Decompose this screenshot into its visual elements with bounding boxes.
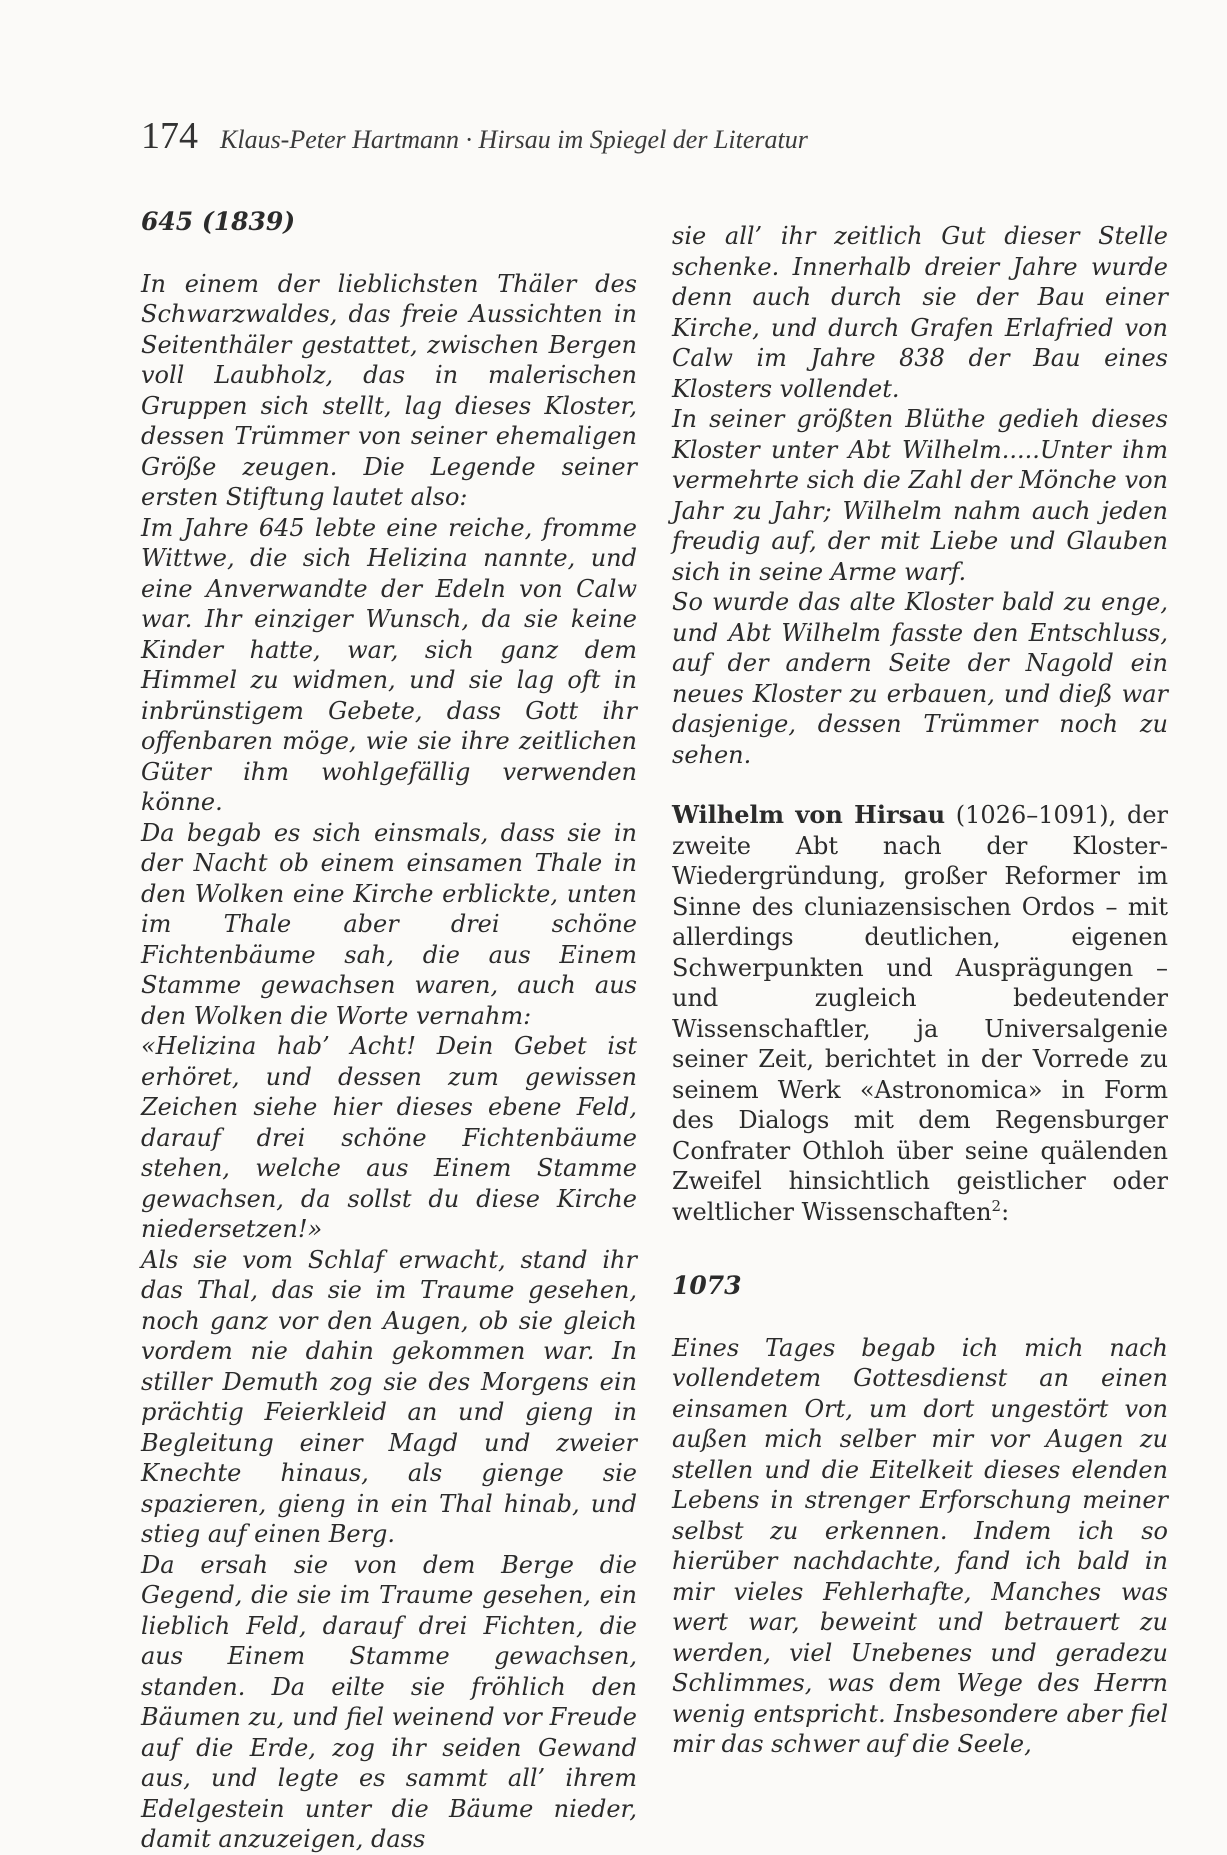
quote-paragraph: In seiner größten Blüthe gedieh dieses Kloster unter Abt Wilhelm.....Unter ihm vermehrte sich die Zahl der Mönche von Jahr zu Jahr; Wilhelm nahm auch jeden freudig auf, der mit Liebe und Glauben sich in seine Arme warf. (672, 405, 1168, 586)
page-number: 174 (141, 115, 198, 157)
quote-paragraph: Als sie vom Schlaf erwacht, stand ihr das Thal, das sie im Traume gesehen, noch ganz vor den Augen, ob sie gleich vordem nie dahin gekommen war. In stiller Demuth zog sie des Morgens ein prächtig Feierkleid an und gieng in Begleitung einer Magd und zweier Knechte hinaus, als gienge sie spazieren, gieng in ein Thal hinab, und stieg auf einen Berg. (141, 1245, 637, 1548)
quote-paragraph: sie all’ ihr zeitlich Gut dieser Stelle schenke. Innerhalb dreier Jahre wurde denn auch durch sie der Bau einer Kirche, und durch Grafen Erlafried von Calw im Jahre 838 der Bau eines Klosters vollendet. (672, 222, 1168, 403)
quote-paragraph: Da ersah sie von dem Berge die Gegend, die sie im Traume gesehen, ein lieblich Feld, darauf drei Fichten, die aus Einem Stamme gewachsen, standen. Da eilte sie fröhlich den Bäumen zu, und fiel weinend vor Freude auf die Erde, zog ihr seiden Gewand aus, und legte es sammt all’ ihrem Edelgestein unter die Bäume nieder, damit anzuzeigen, dass (141, 1550, 637, 1853)
quote-paragraph: «Helizina hab’ Acht! Dein Gebet ist erhöret, und dessen zum gewissen Zeichen siehe hier dieses ebene Feld, darauf drei schöne Fichtenbäume stehen, welche aus Einem Stamme gewachsen, da sollst du diese Kirche niedersetzen!» (141, 1032, 637, 1243)
footnote-ref: 2 (991, 1196, 1002, 1215)
quote-paragraph: So wurde das alte Kloster bald zu enge, und Abt Wilhelm fasste den Entschluss, auf der andern Seite der Nagold ein neues Kloster zu erbauen, und dieß war dasjenige, dessen Trümmer noch zu sehen. (672, 588, 1168, 769)
quote-paragraph: Da begab es sich einsmals, dass sie in der Nacht ob einem einsamen Thale in den Wolken eine Kirche erblickte, unten im Thale aber drei schöne Fichtenbäume sah, die aus Einem Stamme gewachsen waren, auch aus den Wolken die Worte vernahm: (141, 818, 637, 1030)
right-column (672, 221, 1168, 1760)
bio-trailing: : (1001, 1197, 1010, 1226)
section-heading-645: 645 (1839) (141, 207, 296, 236)
bio-paragraph (672, 800, 1168, 1227)
section-heading-1073: 1073 (672, 1271, 742, 1300)
running-header (141, 114, 808, 158)
bio-text: (1026–1091), der zweite Abt nach der Kloster-Wiedergründung, großer Reformer im Sinne des cluniazensischen Ordos – mit allerdings deutlichen, eigenen Schwerpunkten und Ausprägungen – und zugleich bedeutender Wissenschaftler, ja Universalgenie seiner Zeit, berichtet in der Vorrede zu seinem Werk «Astronomica» in Form des Dialogs mit dem Regensburger Confrater Othloh über seine quälenden Zweifel hinsichtlich geistlicher oder weltlicher Wissenschaften (672, 801, 1168, 1226)
left-column (141, 207, 637, 1855)
running-title: Klaus-Peter Hartmann · Hirsau im Spiegel der Literatur (220, 125, 808, 154)
bio-name: Wilhelm von Hirsau (672, 800, 946, 829)
quote-paragraph: In einem der lieblichsten Thäler des Schwarzwaldes, das freie Aussichten in Seitenthäler gestattet, zwischen Bergen voll Laubholz, das in malerischen Gruppen sich stellt, lag dieses Kloster, dessen Trümmer von seiner ehemaligen Größe zeugen. Die Legende seiner ersten Stiftung lautet also: (141, 269, 637, 511)
quote-paragraph: Im Jahre 645 lebte eine reiche, fromme Wittwe, die sich Helizina nannte, und eine Anverwandte der Edeln von Calw war. Ihr einziger Wunsch, da sie keine Kinder hatte, war, sich ganz dem Himmel zu widmen, und sie lag oft in inbrünstigem Gebete, dass Gott ihr offenbaren möge, wie sie ihre zeitlichen Güter ihm wohlgefällig verwenden könne. (141, 513, 637, 816)
quote-paragraph: Eines Tages begab ich mich nach vollendetem Gottesdienst an einen einsamen Ort, um dort ungestört von außen mich selber mir vor Augen zu stellen und die Eitelkeit dieses elenden Lebens in strenger Erforschung meiner selbst zu erkennen. Indem ich so hierüber nachdachte, fand ich bald in mir vieles Fehlerhafte, Manches was wert war, beweint und betrauert zu werden, viel Unebenes und geradezu Schlimmes, was dem Wege des Herrn wenig entspricht. Insbesondere aber fiel mir das schwer auf die Seele, (672, 1333, 1168, 1758)
